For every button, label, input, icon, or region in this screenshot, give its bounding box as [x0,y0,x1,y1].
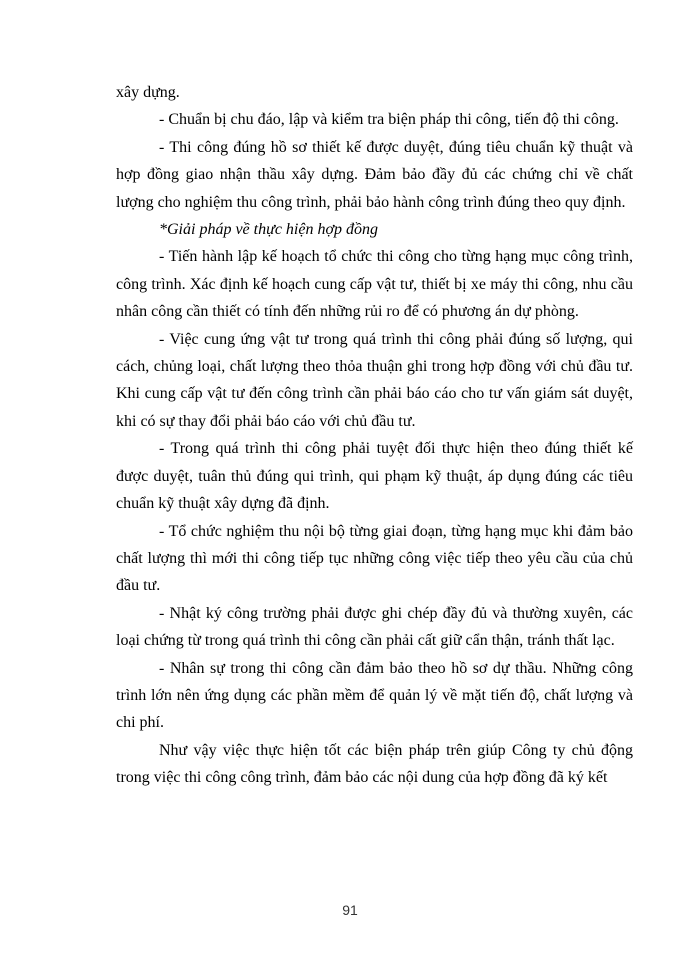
paragraph-bullet-preparation: - Chuẩn bị chu đáo, lập và kiểm tra biện pháp thi công, tiến độ thi công. [159,111,619,129]
paragraph-bullet-materials-supply: - Việc cung ứng vật tư trong quá trình thi công phải đúng số lượng, qui cách, chủng loại, chất lượng theo thỏa thuận ghi trong hợp đồng với chủ đầu tư. Khi cung cấp vật tư đến công trình cần phải báo cáo cho tư vấn giám sát duyệt, khi có sự thay đổi phải báo cáo với chủ đầu tư. [116,330,633,430]
section-heading-contract-solutions: *Giải pháp về thực hiện hợp đồng [159,221,379,239]
paragraph-continuation: xây dựng. [116,84,180,101]
paragraph-bullet-planning: - Tiến hành lập kế hoạch tổ chức thi công cho từng hạng mục công trình, công trình. Xác định kế hoạch cung cấp vật tư, thiết bị xe máy thi công, nhu cầu nhân công cần thiết có tính đến những rủi ro để có phương án dự phòng. [116,248,633,321]
paragraph-bullet-construction-standards: - Thi công đúng hồ sơ thiết kế được duyệt, đúng tiêu chuẩn kỹ thuật và hợp đồng giao nhận thầu xây dựng. Đảm bảo đầy đủ các chứng chỉ về chất lượng cho nghiệm thu công trình, phải bảo hành công trình đúng theo quy định. [116,138,633,211]
paragraph-bullet-site-diary: - Nhật ký công trường phải được ghi chép đầy đủ và thường xuyên, các loại chứng từ trong quá trình thi công cần phải cất giữ cẩn thận, tránh thất lạc. [116,604,633,650]
paragraph-bullet-personnel: - Nhân sự trong thi công cần đảm bảo theo hồ sơ dự thầu. Những công trình lớn nên ứng dụng các phần mềm để quản lý về mặt tiến độ, chất lượng và chi phí. [116,659,633,732]
paragraph-bullet-design-compliance: - Trong quá trình thi công phải tuyệt đối thực hiện theo đúng thiết kế được duyệt, tuân thủ đúng qui trình, qui phạm kỹ thuật, áp dụng đúng các tiêu chuẩn kỹ thuật xây dựng đã định. [116,440,633,513]
document-body [116,79,633,792]
page-number: 91 [342,902,358,918]
paragraph-bullet-internal-acceptance: - Tổ chức nghiệm thu nội bộ từng giai đoạn, từng hạng mục khi đảm bảo chất lượng thì mới thi công tiếp tục những công việc tiếp theo yêu cầu của chủ đầu tư. [116,522,633,595]
paragraph-conclusion: Như vậy việc thực hiện tốt các biện pháp trên giúp Công ty chủ động trong việc thi công công trình, đảm bảo các nội dung của hợp đồng đã ký kết [116,741,633,787]
